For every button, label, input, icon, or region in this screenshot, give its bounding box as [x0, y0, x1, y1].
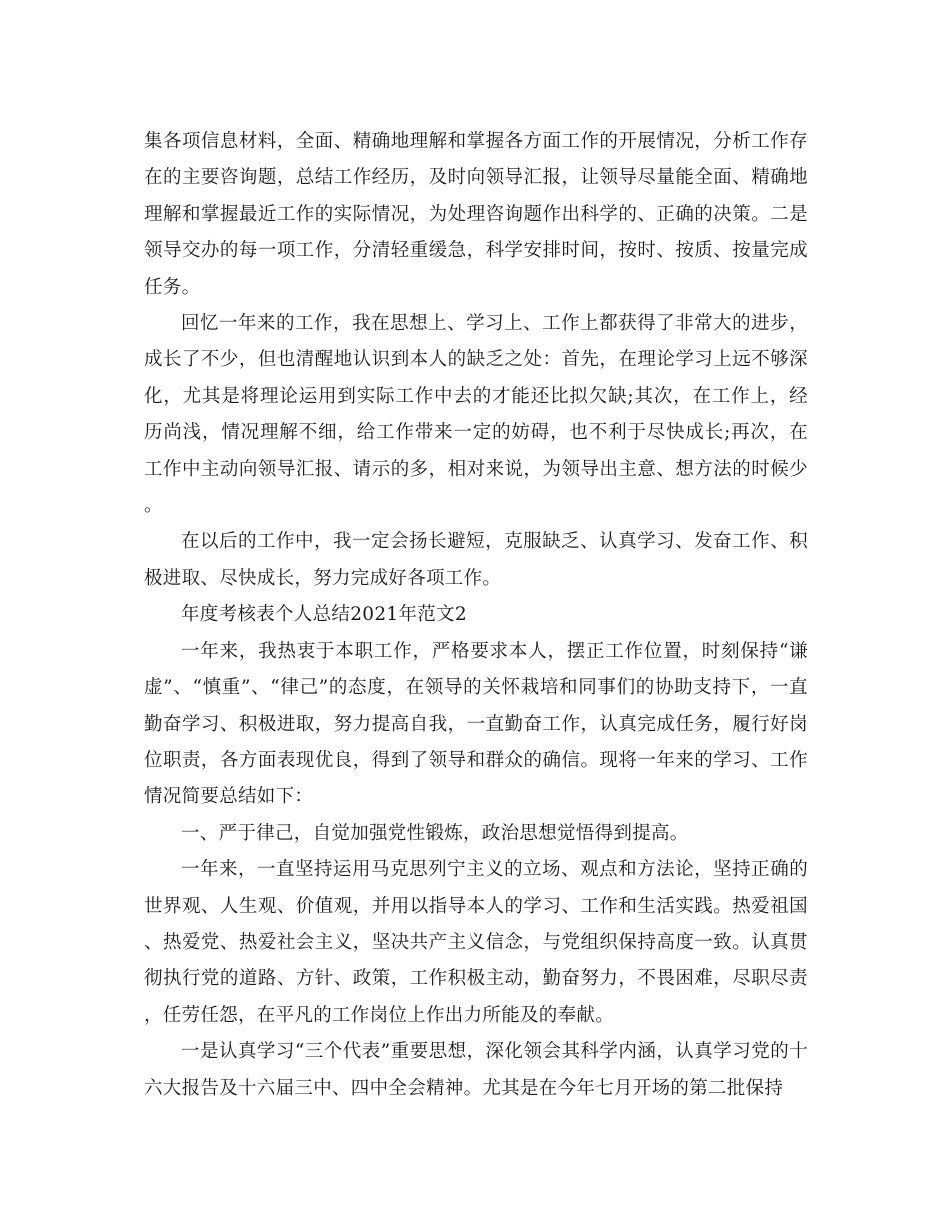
paragraph-political: 一年来，一直坚持运用马克思列宁主义的立场、观点和方法论，坚持正确的世界观、人生观、价值观，并用以指导本人的学习、工作和生活实践。热爱祖国、热爱党、热爱社会主义，坚决共产主义信念，与党组织保持高度一致。认真贯彻执行党的道路、方针、政策，工作积极主动，勤奋努力，不畏困难，尽职尽责，任劳任怨，在平凡的工作岗位上作出力所能及的奉献。: [144, 859, 808, 1026]
paragraph-intro: 一年来，我热衷于本职工作，严格要求本人，摆正工作位置，时刻保持“谦虚”、“慎重”、“律己”的态度，在领导的关怀栽培和同事们的协助支持下，一直勤奋学习、积极进取，努力提高自我，一直勤奋工作，认真完成任务，履行好岗位职责，各方面表现优良，得到了领导和群众的确信。现将一年来的学习、工作情况简要总结如下：: [144, 640, 808, 808]
paragraph-study: 一是认真学习“三个代表”重要思想，深化领会其科学内涵，认真学习党的十六大报告及十六届三中、四中全会精神。尤其是在今年七月开场的第二批保持: [144, 1041, 808, 1099]
paragraph-continuation: 集各项信息材料，全面、精确地理解和掌握各方面工作的开展情况，分析工作存在的主要咨询题，总结工作经历，及时向领导汇报，让领导尽量能全面、精确地理解和掌握最近工作的实际情况，为处理咨询题作出科学的、正确的决策。二是领导交办的每一项工作，分清轻重缓急，科学安排时间，按时、按质、按量完成任务。: [144, 131, 808, 298]
section-title-sample-2: 年度考核表个人总结2021年范文2: [181, 604, 467, 626]
paragraph-future-plan: 在以后的工作中，我一定会扬长避短，克服缺乏、认真学习、发奋工作、积极进取、尽快成长，努力完成好各项工作。: [144, 531, 808, 589]
section-heading-1: 一、严于律己，自觉加强党性锻炼，政治思想觉悟得到提高。: [181, 822, 689, 844]
paragraph-review: 回忆一年来的工作，我在思想上、学习上、工作上都获得了非常大的进步，成长了不少，但也清醒地认识到本人的缺乏之处：首先，在理论学习上远不够深化，尤其是将理论运用到实际工作中去的才能还比拟欠缺;其次，在工作上，经历尚浅，情况理解不细，给工作带来一定的妨碍，也不利于尽快成长;再次，在工作中主动向领导汇报、请示的多，相对来说，为领导出主意、想方法的时候少。: [144, 313, 808, 517]
document-body: [144, 124, 808, 1107]
